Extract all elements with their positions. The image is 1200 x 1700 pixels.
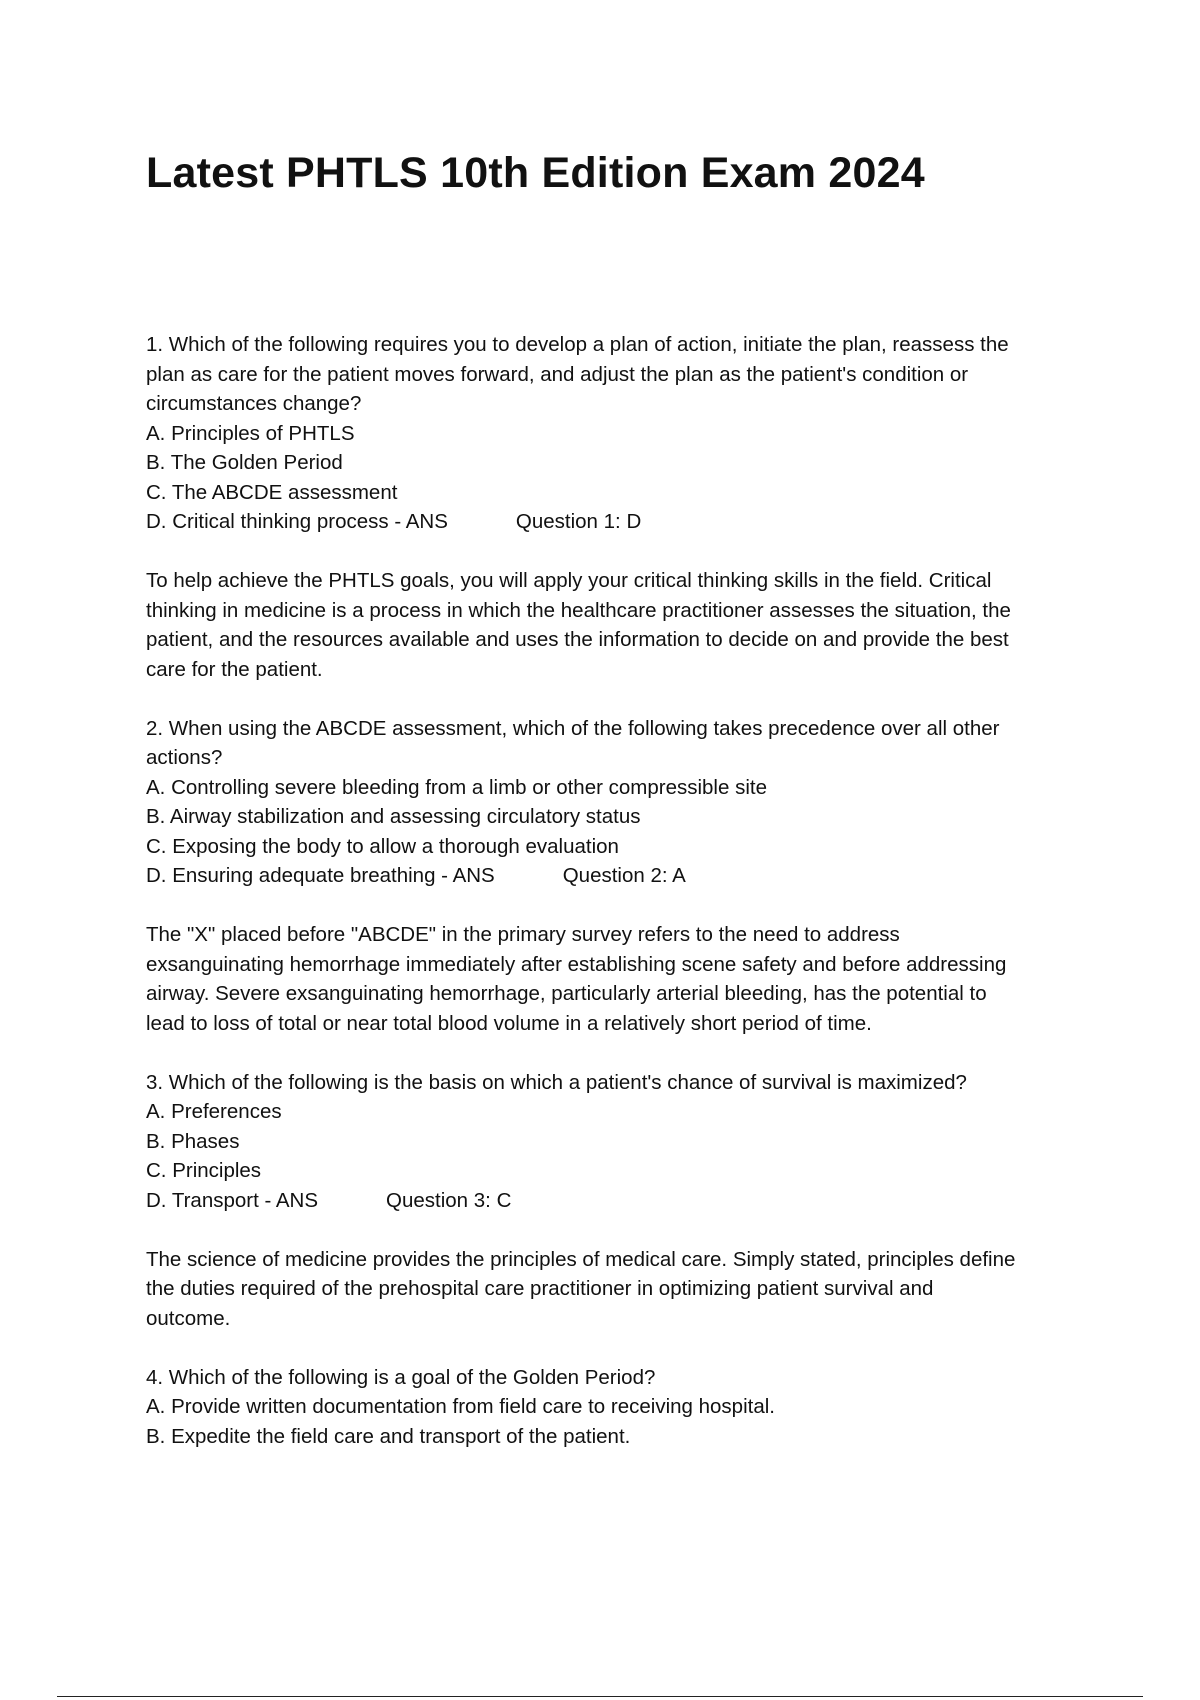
answer-option: C. Principles xyxy=(146,1159,262,1182)
answer-key: Question 3: C xyxy=(386,1188,512,1212)
explanation-line: exsanguinating hemorrhage immediately after establishing scene safety and before addressing xyxy=(146,952,1007,976)
page-bottom-rule xyxy=(57,1696,1143,1697)
answer-key: Question 2: A xyxy=(562,864,686,887)
explanation-3 xyxy=(146,1245,1096,1334)
answer-option-with-key xyxy=(146,1186,1096,1216)
answer-option-with-key xyxy=(146,861,1096,891)
question-stem-line: circumstances change? xyxy=(146,392,362,415)
question-stem-line: 3. Which of the following is the basis on which a patient's chance of survival is maximized? xyxy=(146,1070,967,1094)
document-body xyxy=(146,330,1096,1481)
question-4 xyxy=(146,1363,1096,1452)
explanation-line: outcome. xyxy=(146,1306,231,1330)
answer-option: B. Airway stabilization and assessing circulatory status xyxy=(146,805,641,828)
answer-option: D. Ensuring adequate breathing - ANS xyxy=(146,864,495,887)
explanation-line: thinking in medicine is a process in which the healthcare practitioner assesses the situation, the xyxy=(146,598,1011,622)
answer-option: B. Phases xyxy=(146,1129,240,1153)
answer-option: D. Critical thinking process - ANS xyxy=(146,510,448,533)
explanation-line: patient, and the resources available and uses the information to decide on and provide the best xyxy=(146,628,1009,651)
answer-option: A. Provide written documentation from field care to receiving hospital. xyxy=(146,1395,775,1418)
answer-option-with-key xyxy=(146,507,1096,537)
question-stem-line: 2. When using the ABCDE assessment, which of the following takes precedence over all other xyxy=(146,716,1000,740)
question-1 xyxy=(146,330,1096,537)
question-stem-line: 1. Which of the following requires you to develop a plan of action, initiate the plan, reassess the xyxy=(146,333,1009,356)
answer-option: C. Exposing the body to allow a thorough evaluation xyxy=(146,834,619,858)
explanation-line: airway. Severe exsanguinating hemorrhage, particularly arterial bleeding, has the potential to xyxy=(146,982,987,1005)
explanation-1 xyxy=(146,566,1096,684)
answer-option: A. Controlling severe bleeding from a limb or other compressible site xyxy=(146,775,767,799)
explanation-line: To help achieve the PHTLS goals, you will apply your critical thinking skills in the field. Critical xyxy=(146,569,992,592)
answer-option: C. The ABCDE assessment xyxy=(146,480,398,504)
answer-option: B. The Golden Period xyxy=(146,451,343,474)
answer-option: A. Preferences xyxy=(146,1100,282,1123)
explanation-line: The "X" placed before "ABCDE" in the primary survey refers to the need to address xyxy=(146,923,900,946)
answer-option: A. Principles of PHTLS xyxy=(146,421,355,445)
explanation-line: the duties required of the prehospital care practitioner in optimizing patient survival and xyxy=(146,1277,934,1300)
explanation-2 xyxy=(146,920,1096,1038)
question-stem-line: actions? xyxy=(146,746,223,769)
explanation-line: care for the patient. xyxy=(146,657,323,681)
explanation-line: The science of medicine provides the principles of medical care. Simply stated, principles define xyxy=(146,1247,1016,1271)
question-2 xyxy=(146,714,1096,891)
answer-option: D. Transport - ANS xyxy=(146,1188,319,1212)
explanation-line: lead to loss of total or near total blood volume in a relatively short period of time. xyxy=(146,1011,872,1035)
question-stem-line: plan as care for the patient moves forward, and adjust the plan as the patient's condition or xyxy=(146,362,969,386)
answer-key: Question 1: D xyxy=(515,510,642,533)
answer-option: B. Expedite the field care and transport of the patient. xyxy=(146,1424,631,1448)
document-title: Latest PHTLS 10th Edition Exam 2024 xyxy=(146,149,925,197)
question-stem-line: 4. Which of the following is a goal of the Golden Period? xyxy=(146,1365,656,1389)
question-3 xyxy=(146,1068,1096,1216)
